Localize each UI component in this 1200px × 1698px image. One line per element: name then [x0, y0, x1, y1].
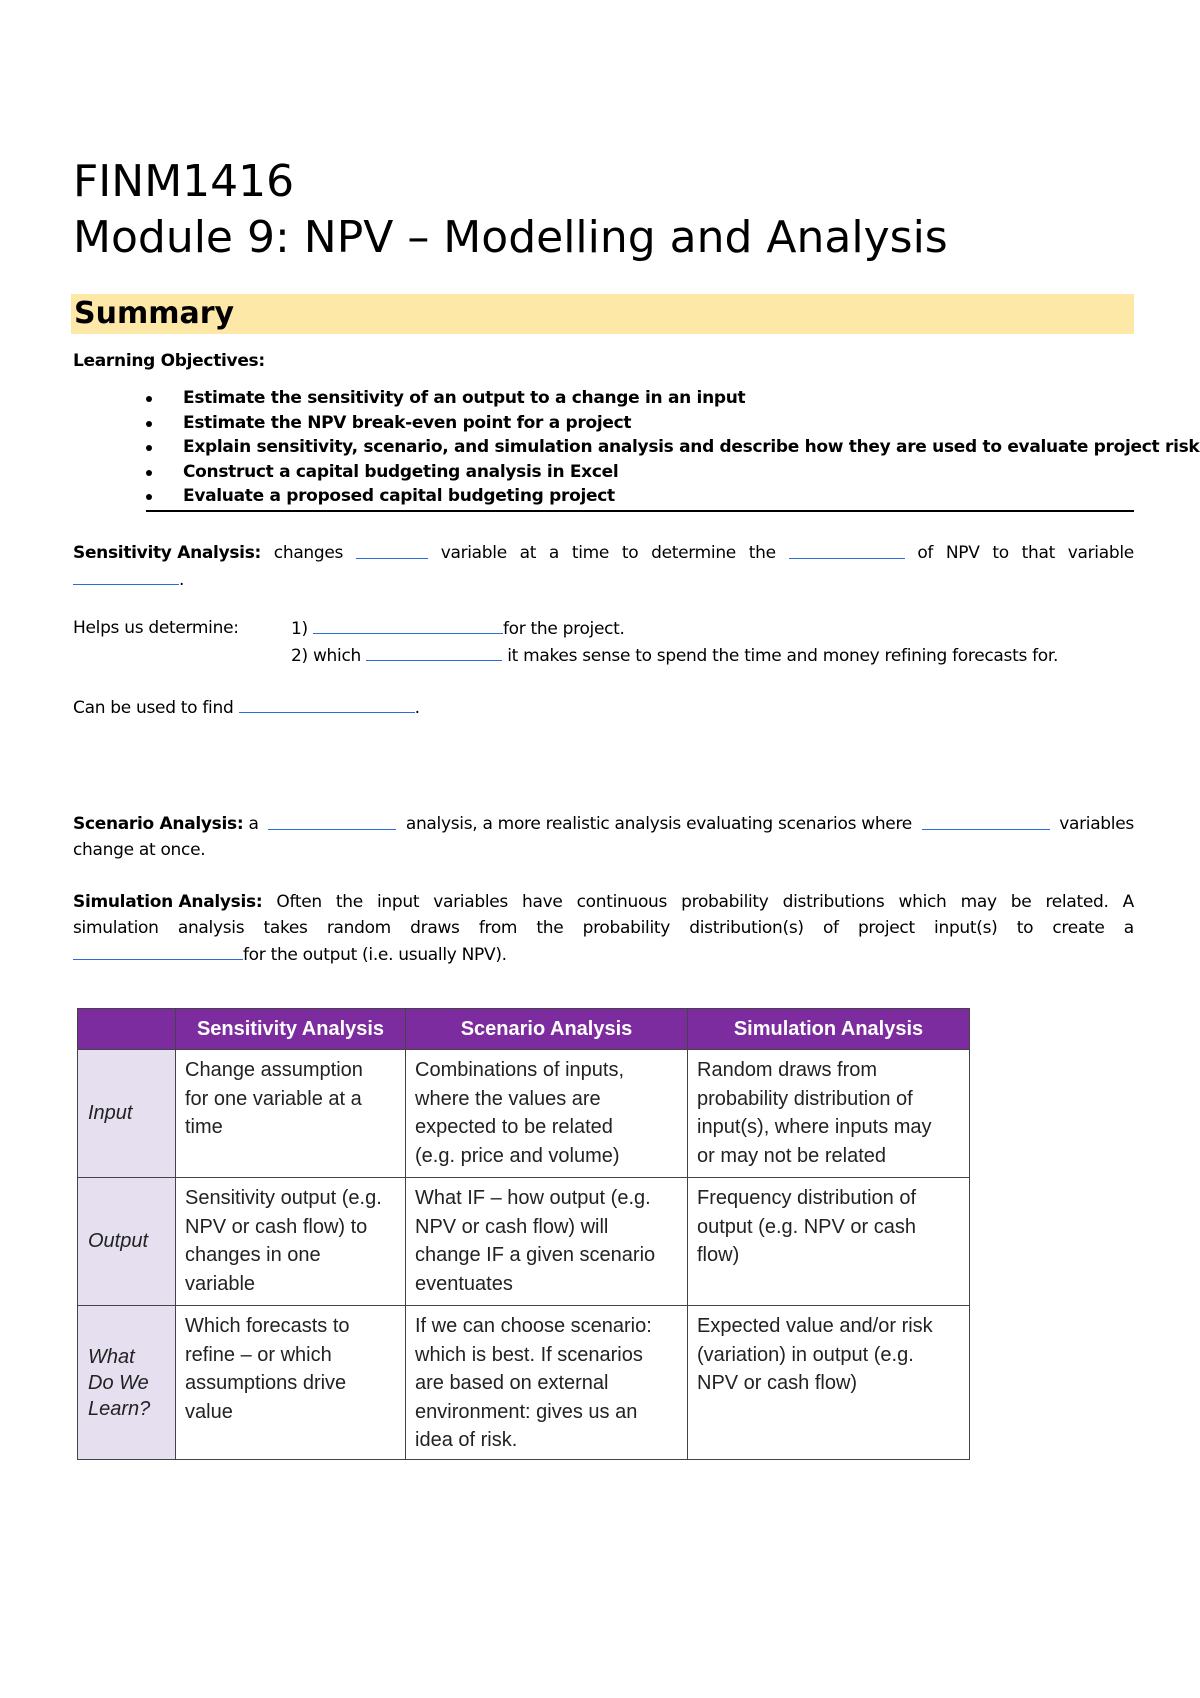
objective-item: Estimate the NPV break-even point for a project — [140, 411, 1199, 436]
table-cell: Combinations of inputs, where the values are expected to be related (e.g. price and volume) — [406, 1050, 688, 1178]
table-cell: What IF – how output (e.g. NPV or cash flow) will change IF a given scenario eventuates — [406, 1178, 688, 1306]
simulation-word: continuous — [576, 892, 668, 912]
simulation-word: input(s) — [934, 918, 998, 938]
table-cell: Random draws from probability distribution of input(s), where inputs may or may not be related — [688, 1050, 970, 1178]
simulation-word: Often — [276, 892, 322, 912]
simulation-word: the — [335, 892, 363, 912]
simulation-word: may — [960, 892, 997, 912]
table-cell: If we can choose scenario: which is best. If scenarios are based on external environment: gives us an idea of risk. — [406, 1306, 688, 1460]
sensitivity-line-2: . — [73, 566, 1134, 593]
simulation-word: random — [326, 918, 391, 938]
helps-label: Helps us determine: — [73, 618, 239, 638]
table-cell: Expected value and/or risk (variation) in output (e.g. NPV or cash flow) — [688, 1306, 970, 1460]
table-header-row — [78, 1009, 970, 1050]
table-row — [78, 1178, 970, 1306]
fill-in-blank[interactable] — [73, 941, 243, 960]
fill-in-blank[interactable] — [268, 811, 396, 830]
simulation-paragraph — [73, 889, 1134, 968]
objective-item: Explain sensitivity, scenario, and simulation analysis and describe how they are used to evaluate project risk — [140, 435, 1199, 460]
simulation-word: be — [1010, 892, 1032, 912]
column-header: Sensitivity Analysis — [176, 1009, 406, 1050]
simulation-word: A — [1122, 892, 1134, 912]
simulation-word: input — [376, 892, 420, 912]
simulation-word: have — [522, 892, 563, 912]
table-corner-cell — [78, 1009, 176, 1050]
objective-item: Estimate the sensitivity of an output to a change in an input — [140, 386, 1199, 411]
simulation-word: distribution(s) — [689, 918, 804, 938]
bullet-icon — [146, 396, 152, 402]
module-title: Module 9: NPV – Modelling and Analysis — [73, 212, 948, 263]
fill-in-blank[interactable] — [789, 540, 905, 559]
sensitivity-paragraph — [73, 540, 1134, 593]
simulation-word: the — [536, 918, 564, 938]
column-header: Scenario Analysis — [406, 1009, 688, 1050]
simulation-word: distributions — [782, 892, 885, 912]
table-cell: Sensitivity output (e.g. NPV or cash flow) to changes in one variable — [176, 1178, 406, 1306]
simulation-word: analysis — [177, 918, 245, 938]
column-header: Simulation Analysis — [688, 1009, 970, 1050]
fill-in-blank[interactable] — [366, 642, 502, 661]
objectives-list — [140, 386, 1199, 509]
helps-items — [291, 615, 1058, 669]
row-header-input: Input — [78, 1050, 176, 1178]
scenario-line-1: Scenario Analysis: a analysis, a more realistic analysis evaluating scenarios where variables — [73, 811, 1134, 837]
simulation-word: related. — [1045, 892, 1109, 912]
objective-item: Construct a capital budgeting analysis in Excel — [140, 460, 1199, 485]
simulation-word: a — [1123, 918, 1134, 938]
table-row — [78, 1050, 970, 1178]
analysis-comparison-table — [77, 1008, 970, 1460]
simulation-word: draws — [410, 918, 460, 938]
simulation-line-3: for the output (i.e. usually NPV). — [73, 941, 1134, 968]
simulation-word: simulation — [73, 918, 159, 938]
helps-item-1: 1) for the project. — [291, 615, 1058, 642]
simulation-word: create — [1052, 918, 1105, 938]
fill-in-blank[interactable] — [313, 615, 503, 634]
summary-heading: Summary — [74, 296, 235, 331]
simulation-line-2 — [73, 915, 1134, 941]
simulation-word: probability — [582, 918, 671, 938]
simulation-word: from — [478, 918, 518, 938]
table-cell: Change assumption for one variable at a time — [176, 1050, 406, 1178]
row-header-output: Output — [78, 1178, 176, 1306]
table-cell: Frequency distribution of output (e.g. NPV or cash flow) — [688, 1178, 970, 1306]
simulation-word: takes — [263, 918, 308, 938]
fill-in-blank[interactable] — [239, 694, 415, 713]
simulation-word: which — [898, 892, 947, 912]
objective-item: Evaluate a proposed capital budgeting project — [140, 484, 1199, 509]
simulation-word: project — [857, 918, 915, 938]
simulation-word: to — [1016, 918, 1034, 938]
bullet-icon — [146, 470, 152, 476]
table-cell: Which forecasts to refine – or which assumptions drive value — [176, 1306, 406, 1460]
simulation-line-1: Simulation Analysis: Often the input variables have continuous probability distributions which may be related. A — [73, 889, 1134, 915]
find-line: Can be used to find . — [73, 694, 420, 721]
course-code: FINM1416 — [73, 156, 295, 207]
fill-in-blank[interactable] — [356, 540, 428, 559]
section-divider — [146, 510, 1134, 512]
bullet-icon — [146, 494, 152, 500]
simulation-word: variables — [433, 892, 508, 912]
row-header-what-do-we-learn: What Do We Learn? — [78, 1306, 176, 1460]
table-row — [78, 1306, 970, 1460]
learning-objectives-label: Learning Objectives: — [73, 351, 265, 371]
simulation-word: probability — [681, 892, 769, 912]
fill-in-blank[interactable] — [922, 811, 1050, 830]
scenario-line-2: change at once. — [73, 840, 206, 860]
summary-heading-bar — [71, 294, 1134, 334]
scenario-paragraph — [73, 811, 1134, 863]
title-block — [73, 154, 948, 266]
fill-in-blank[interactable] — [73, 566, 179, 585]
bullet-icon — [146, 421, 152, 427]
helps-item-2: 2) which it makes sense to spend the time and money refining forecasts for. — [291, 642, 1058, 669]
sensitivity-line-1: Sensitivity Analysis: changes variable at a time to determine the of NPV to that variable — [73, 540, 1134, 566]
simulation-word: of — [822, 918, 839, 938]
bullet-icon — [146, 445, 152, 451]
